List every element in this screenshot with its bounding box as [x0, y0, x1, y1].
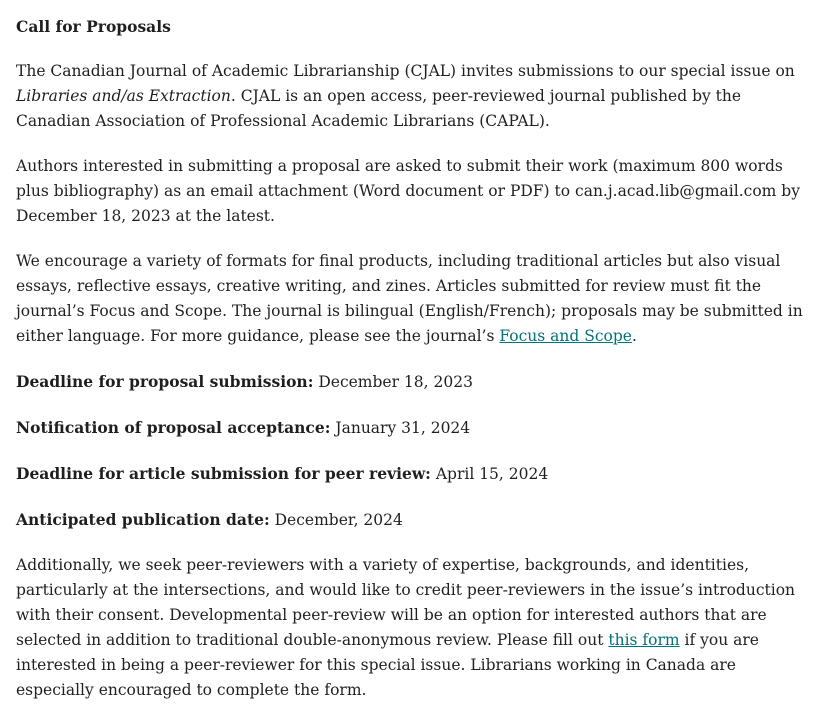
page-title: Call for Proposals: [16, 17, 171, 36]
reviewers-text-start: Additionally, we seek peer-reviewers with a variety of expertise, backgrounds, and identities, particularly at the intersections, and would like to credit peer-reviewers in the issue’s introduction with their consent. Developmental peer-review will be an option for interested authors that are selected in addition to traditional double-anonymous review. Please fill out: [16, 556, 796, 649]
intro-text-start: The Canadian Journal of Academic Librarianship (CJAL) invites submissions to our special issue on: [16, 62, 795, 80]
reviewers-text-end: if you are interested in being a peer-reviewer for this special issue. Librarians working in Canada are especially encouraged to complete the form.: [16, 631, 759, 699]
reviewers-paragraph: [16, 553, 816, 703]
formats-paragraph: [16, 249, 816, 349]
issue-title: Libraries and/as Extraction: [16, 87, 231, 105]
intro-text-end: . CJAL is an open access, peer-reviewed journal published by the Canadian Association of Professional Academic Librarians (CAPAL).: [16, 87, 742, 130]
date-publication: [16, 507, 816, 533]
date-article-deadline: [16, 461, 816, 487]
date-notification: [16, 415, 816, 441]
date-label: Deadline for proposal submission:: [16, 372, 314, 391]
date-proposal-deadline: [16, 369, 816, 395]
date-label: Deadline for article submission for peer review:: [16, 464, 431, 483]
intro-paragraph: [16, 59, 816, 134]
date-value: January 31, 2024: [330, 419, 471, 437]
date-label: Notification of proposal acceptance:: [16, 418, 331, 437]
date-value: December 18, 2023: [313, 373, 473, 391]
formats-text: We encourage a variety of formats for final products, including traditional articles but also visual essays, reflective essays, creative writing, and zines. Articles submitted for review must fit the journal’s Focus and Scope. The journal is bilingual (English/French); proposals may be submitted in either language. For more guidance, please see the journal’s: [16, 252, 803, 345]
focus-and-scope-link[interactable]: Focus and Scope: [499, 327, 632, 345]
formats-end: .: [631, 327, 637, 345]
date-label: Anticipated publication date:: [16, 510, 270, 529]
submission-paragraph: Authors interested in submitting a proposal are asked to submit their work (maximum 800 words plus bibliography) as an email attachment (Word document or PDF) to can.j.acad.lib@gmail.com by December 18, 2023 at the latest.: [16, 157, 800, 225]
date-value: December, 2024: [269, 511, 403, 529]
peer-reviewer-form-link[interactable]: this form: [608, 631, 680, 649]
date-value: April 15, 2024: [430, 465, 549, 483]
